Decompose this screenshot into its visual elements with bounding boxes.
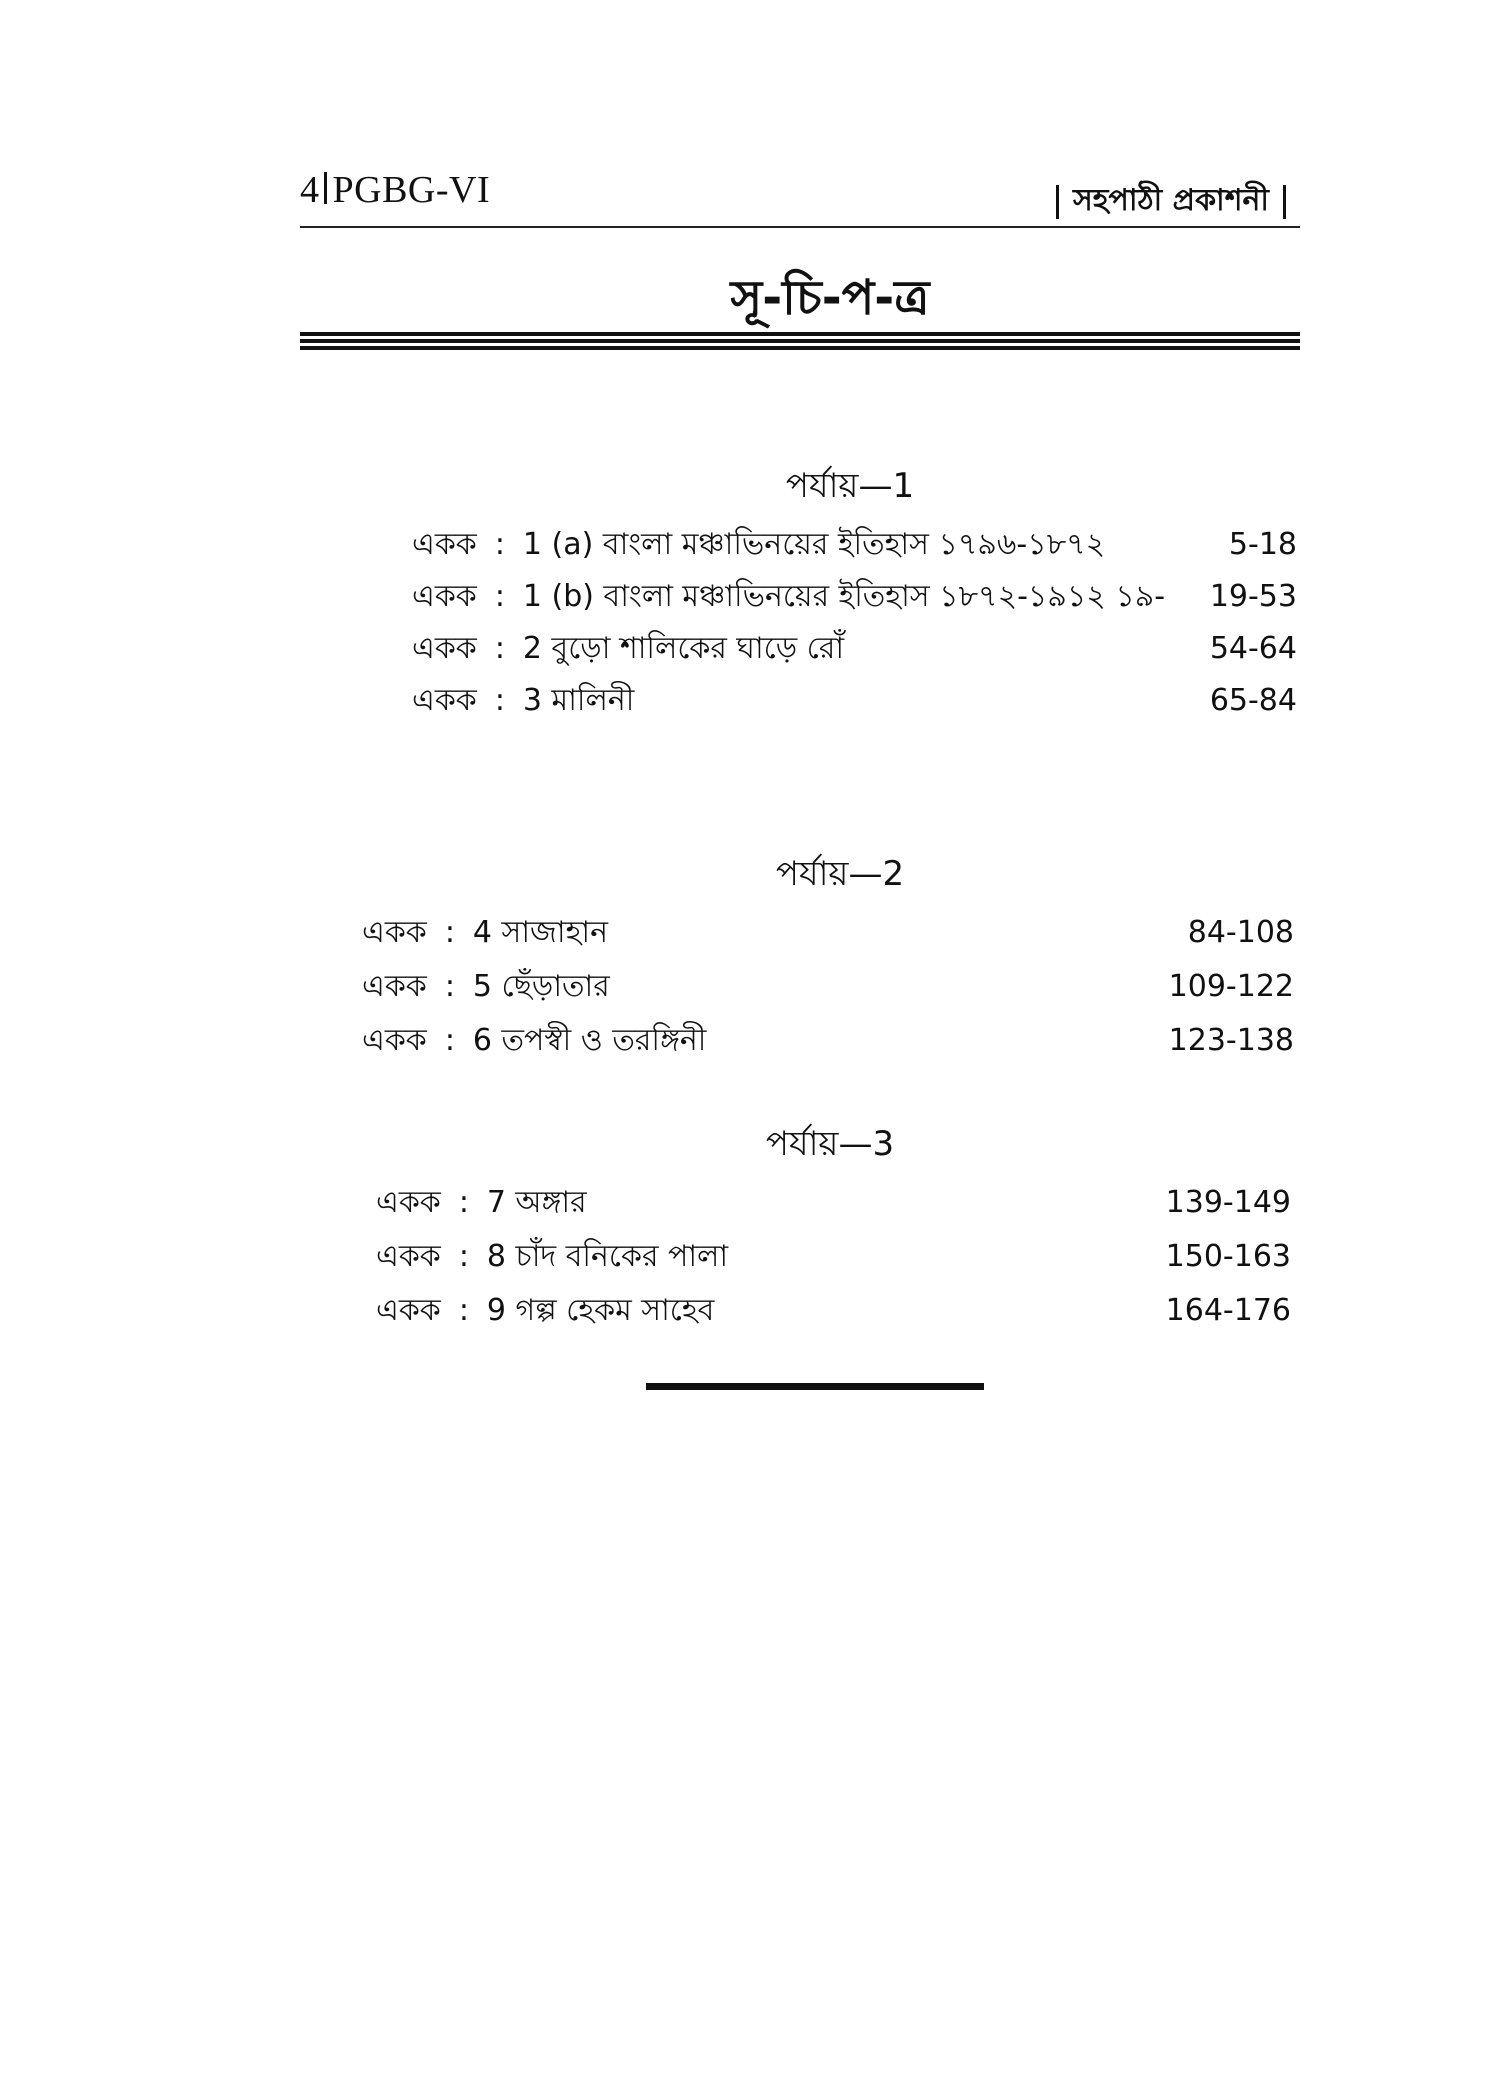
entry-label: একক [376, 1239, 441, 1274]
entry-pages: 19-53 [1209, 579, 1297, 614]
entry-label: একক [362, 969, 427, 1004]
entry-label: একক [412, 527, 477, 562]
entry-label: একক [412, 683, 477, 718]
entry-pages: 123-138 [1168, 1023, 1294, 1058]
end-rule [646, 1383, 984, 1390]
entry-colon: : [458, 1293, 469, 1328]
entry-pages: 164-176 [1165, 1293, 1291, 1328]
page-title: সূ-চি-প-ত্র [730, 270, 930, 326]
entry-label: একক [376, 1185, 441, 1220]
entry-title: 9 গল্প হেকম সাহেব [486, 1293, 715, 1328]
entry-title: 5 ছেঁড়াতার [472, 969, 610, 1004]
title-rule [300, 332, 1300, 353]
entry-pages: 5-18 [1228, 527, 1297, 562]
entry-pages: 54-64 [1209, 631, 1297, 666]
entry-colon: : [458, 1239, 469, 1274]
entry-pages: 109-122 [1168, 969, 1294, 1004]
header-separator [324, 172, 327, 204]
section-title: পর্যায়—1 [785, 466, 915, 506]
toc-entry [362, 908, 1294, 959]
toc-entry [412, 624, 1297, 675]
entry-label: একক [412, 631, 477, 666]
entry-colon: : [494, 579, 505, 614]
page-number: 4 [300, 169, 320, 211]
header-separator-right [1283, 185, 1286, 219]
publisher-name: সহপাঠী প্রকাশনী [1072, 183, 1269, 218]
entry-title: 1 (a) বাংলা মঞ্চাভিনয়ের ইতিহাস ১৭৯৬-১৮৭২ [522, 527, 1106, 562]
toc-entry [362, 1016, 1294, 1067]
entry-label: একক [376, 1293, 441, 1328]
entry-colon: : [494, 683, 505, 718]
toc-entry [412, 676, 1297, 727]
entry-title: 1 (b) বাংলা মঞ্চাভিনয়ের ইতিহাস ১৮৭২-১৯১২ ১৯- [522, 579, 1166, 614]
entry-pages: 139-149 [1165, 1185, 1291, 1220]
entry-pages: 84-108 [1187, 915, 1294, 950]
entry-label: একক [412, 579, 477, 614]
toc-entry [376, 1178, 1291, 1229]
section-title: পর্যায়—2 [775, 854, 905, 894]
toc-entry [376, 1232, 1291, 1283]
entry-colon: : [494, 527, 505, 562]
header-separator-left [1056, 185, 1059, 219]
entry-label: একক [362, 915, 427, 950]
toc-entry [412, 520, 1297, 571]
entry-colon: : [444, 915, 455, 950]
section-title: পর্যায়—3 [765, 1124, 895, 1164]
entry-label: একক [362, 1023, 427, 1058]
page-header-left [300, 168, 490, 212]
entry-pages: 150-163 [1165, 1239, 1291, 1274]
entry-title: 7 অঙ্গার [486, 1185, 587, 1220]
header-rule [300, 226, 1300, 228]
course-code: PGBG-VI [332, 169, 491, 211]
entry-pages: 65-84 [1209, 683, 1297, 718]
entry-title: 3 মালিনী [522, 683, 635, 718]
toc-entry [412, 572, 1297, 623]
entry-title: 8 চাঁদ বনিকের পালা [486, 1239, 729, 1274]
toc-entry [376, 1286, 1291, 1337]
entry-title: 2 বুড়ো শালিকের ঘাড়ে রোঁ [522, 631, 845, 666]
toc-entry [362, 962, 1294, 1013]
entry-colon: : [444, 1023, 455, 1058]
entry-colon: : [494, 631, 505, 666]
entry-colon: : [444, 969, 455, 1004]
entry-colon: : [458, 1185, 469, 1220]
entry-title: 4 সাজাহান [472, 915, 608, 950]
entry-title: 6 তপস্বী ও তরঙ্গিনী [472, 1023, 707, 1058]
page-header-right [1042, 176, 1300, 227]
